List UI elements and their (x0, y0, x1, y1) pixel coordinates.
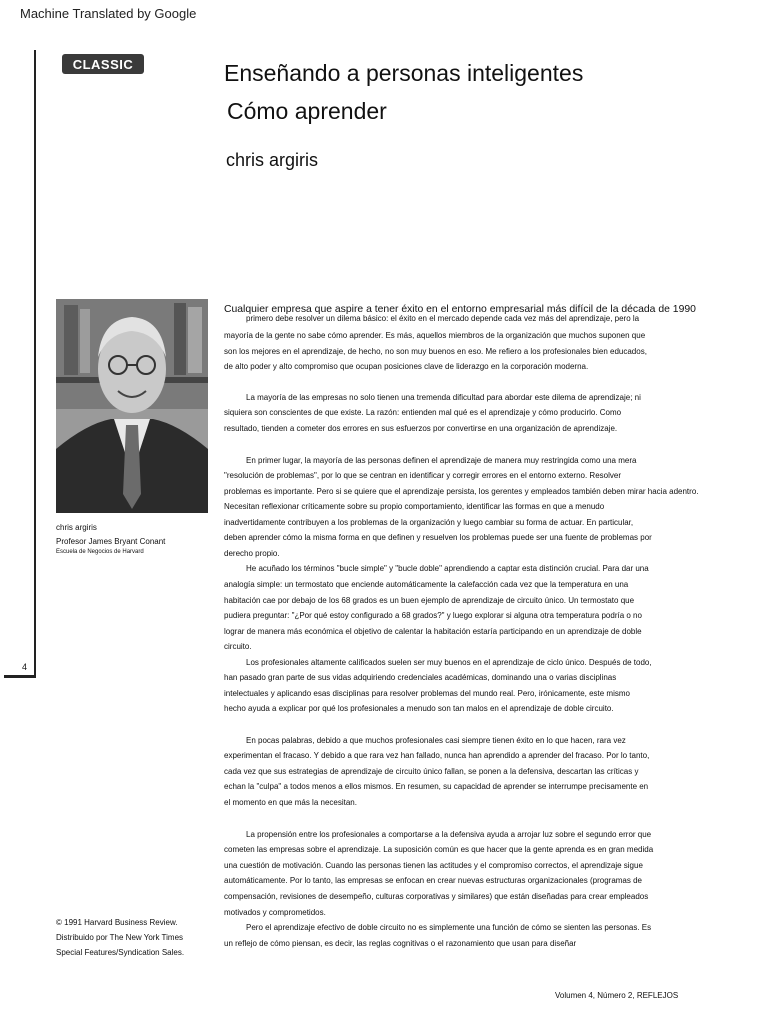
body-line: habitación cae por debajo de los 68 grados es un buen ejemplo de aprendizaje de circuito único. Un termostato que (224, 596, 635, 605)
body-line: Los profesionales altamente calificados suelen ser muy buenos en el aprendizaje de ciclo único. Después de todo, (246, 658, 652, 667)
body-line: analogía simple: un termostato que enciende automáticamente la calefacción cada vez que la temperatura en una (224, 580, 629, 589)
body-line: un reflejo de cómo piensan, es decir, las reglas cognitivas o el razonamiento que usan para diseñar (224, 939, 577, 948)
body-line: problemas es importante. Pero si se quiere que el aprendizaje persista, los gerentes y empleados también deben mirar hacia adentro. (224, 487, 699, 496)
body-line: cometen las empresas sobre el aprendizaje. La suposición común es que hacer que la gente aprenda es en gran medida (224, 845, 654, 854)
body-line: primero debe resolver un dilema básico: el éxito en el mercado depende cada vez más del aprendizaje, pero la (246, 314, 640, 323)
page-number: 4 (22, 662, 28, 672)
author-photo (56, 299, 208, 513)
journal-footer: Volumen 4, Número 2, REFLEJOS (555, 991, 679, 1000)
copyright-line: Special Features/Syndication Sales. (56, 948, 185, 957)
body-line: Necesitan reflexionar críticamente sobre su propio comportamiento, identificar las formas en que a menudo (224, 502, 605, 511)
body-line: deben aprender cómo la misma forma en que definen y resuelven los problemas puede ser una fuente de problemas por (224, 533, 652, 542)
machine-translation-banner: Machine Translated by Google (20, 6, 197, 21)
body-line: automáticamente. Por lo tanto, las empresas se enfocan en crear nuevas estructuras organizacionales (programas de (224, 876, 642, 885)
body-line: En pocas palabras, debido a que muchos profesionales casi siempre tienen éxito en lo que hacen, rara vez (246, 736, 626, 745)
copyright-line: Distribuido por The New York Times (56, 933, 184, 942)
body-line: el momento en que más la necesitan. (224, 798, 357, 807)
left-margin-rule-foot (4, 675, 36, 678)
body-line: derecho propio. (224, 549, 280, 558)
body-line: compensación, revisiones de desempeño, culturas corporativas y similares) que están diseñadas para crear empleados (224, 892, 649, 901)
body-line: "resolución de problemas", por lo que se centran en identificar y corregir errores en el entorno externo. Resolver (224, 471, 621, 480)
body-line: cada vez que sus estrategias de aprendizaje de circuito único fallan, se ponen a la defensiva, descartan las críticas y (224, 767, 639, 776)
left-margin-rule (34, 50, 36, 678)
body-line: mayoría de la gente no sabe cómo aprender. Es más, aquellos miembros de la organización que muchos suponen que (224, 331, 646, 340)
body-line: hecho ayuda a explicar por qué los profesionales a menudo son tan malos en el aprendizaje de doble circuito. (224, 704, 614, 713)
article-author: chris argiris (226, 150, 319, 170)
body-line: motivados y comprometidos. (224, 908, 326, 917)
copyright-line: © 1991 Harvard Business Review. (56, 918, 178, 927)
body-line: inadvertidamente contribuyen a los problemas de la organización y luego cambiar su forma de actuar. En particular, (224, 518, 634, 527)
body-line: son los mejores en el aprendizaje, de hecho, no son muy buenos en eso. Me refiero a los profesionales bien educados, (224, 347, 647, 356)
body-line: lograr de manera más económica el objetivo de calentar la habitación estaría participando en un aprendizaje de doble (224, 627, 642, 636)
body-line: resultado, tienden a cometer dos errores en sus esfuerzos por convertirse en una organización de aprendizaje. (224, 424, 618, 433)
copyright-notice (56, 915, 221, 960)
body-line: pudiera preguntar: "¿Por qué estoy configurado a 68 grados?" y luego explorar si alguna otra temperatura podría o no (224, 611, 642, 620)
body-line: echan la "culpa" a todos menos a ellos mismos. En resumen, su capacidad de aprender se interrumpe precisamente en (224, 782, 649, 791)
body-line: La propensión entre los profesionales a comportarse a la defensiva ayuda a arrojar luz sobre el segundo error que (246, 830, 652, 839)
body-line: intelectuales y aplicando esas disciplinas para resolver problemas del mundo real. Pero, irónicamente, este mismo (224, 689, 630, 698)
classic-badge: CLASSIC (62, 54, 144, 74)
lede-sentence: Cualquier empresa que aspire a tener éxito en el entorno empresarial más difícil de la década de 1990 (224, 304, 696, 315)
body-line: La mayoría de las empresas no solo tienen una tremenda dificultad para abordar este dilema de aprendizaje; ni (246, 393, 641, 402)
body-line: han pasado gran parte de sus vidas adquiriendo credenciales académicas, dominando una o varias disciplinas (224, 673, 617, 682)
photo-caption-name: chris argiris (56, 523, 97, 532)
body-line: He acuñado los términos "bucle simple" y "bucle doble" aprendiendo a captar esta distinción crucial. Para dar una (246, 564, 649, 573)
body-line: de alto poder y alto compromiso que ocupan posiciones clave de liderazgo en la corporación moderna. (224, 362, 589, 371)
body-line: experimentan el fracaso. Y debido a que rara vez han fallado, nunca han aprendido a aprender del fracaso. Por lo tanto, (224, 751, 650, 760)
body-line: Pero el aprendizaje efectivo de doble circuito no es simplemente una función de cómo se sienten las personas. Es (246, 923, 652, 932)
body-line: una cuestión de motivación. Cuando las personas tienen las actitudes y el compromiso correctos, el aprendizaje sigue (224, 861, 643, 870)
article-subtitle: Cómo aprender (227, 98, 387, 124)
body-line: siquiera son conscientes de que existe. La razón: entienden mal qué es el aprendizaje y cómo producirlo. Como (224, 408, 622, 417)
article-title: Enseñando a personas inteligentes (224, 60, 584, 86)
photo-caption-title: Profesor James Bryant Conant (56, 537, 166, 546)
body-line: circuito. (224, 642, 252, 651)
body-line: En primer lugar, la mayoría de las personas definen el aprendizaje de manera muy restringida como una mera (246, 456, 637, 465)
photo-caption-school: Escuela de Negocios de Harvard (56, 549, 144, 555)
